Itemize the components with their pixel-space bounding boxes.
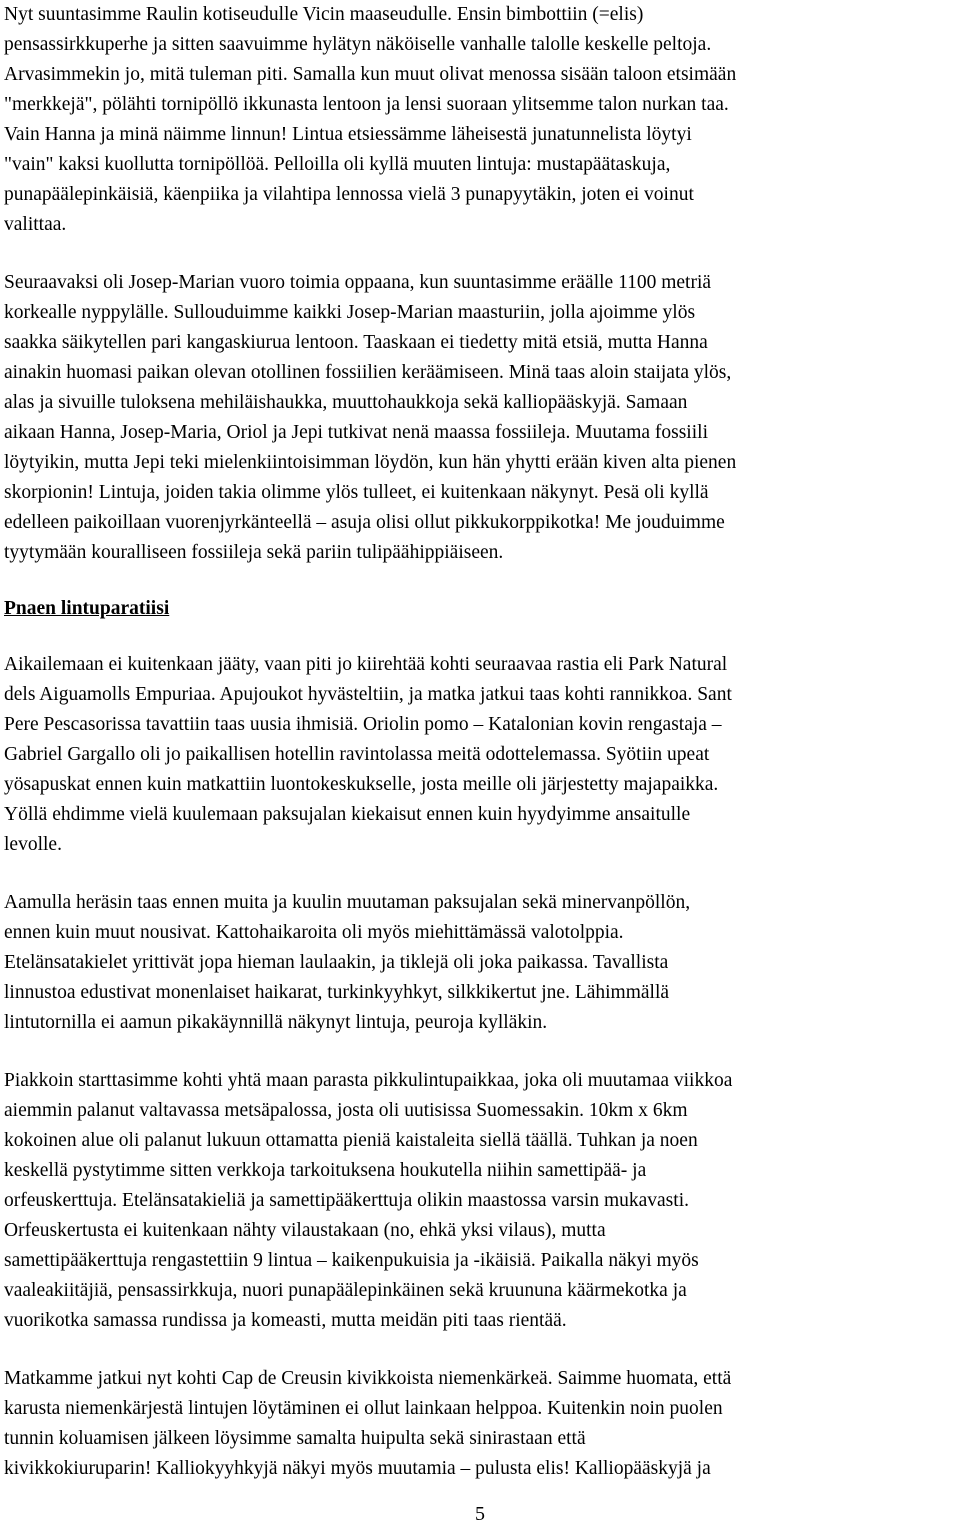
text-line: dels Aiguamolls Empuriaa. Apujoukot hyvästeltiin, ja matka jatkui taas kohti rannikkoa. Sant xyxy=(4,684,732,705)
paragraph-3 xyxy=(4,650,956,860)
document-page xyxy=(4,0,956,1484)
text-line: Yöllä ehdimme vielä kuulemaan paksujalan kiekaisut ennen kuin hyydyimme ansaitulle xyxy=(4,804,691,825)
text-line: punapäälepinkäisiä, käenpiika ja vilahtipa lennossa vielä 3 punapyytäkin, joten ei voinut xyxy=(4,184,694,205)
text-line: Arvasimmekin jo, mitä tuleman piti. Samalla kun muut olivat menossa sisään taloon etsimään xyxy=(4,64,737,85)
page-number: 5 xyxy=(475,1503,485,1525)
text-line: Aamulla heräsin taas ennen muita ja kuulin muutaman paksujalan sekä minervanpöllön, xyxy=(4,892,691,913)
text-line: "vain" kaksi kuollutta tornipöllöä. Pelloilla oli kyllä muuten lintuja: mustapäätaskuja, xyxy=(4,154,671,175)
text-line: alas ja sivuille tuloksena mehiläishaukka, muuttohaukkoja sekä kalliopääskyjä. Samaan xyxy=(4,392,688,413)
text-line: orfeuskerttuja. Etelänsatakieliä ja samettipääkerttuja olikin maastossa varsin mukavasti. xyxy=(4,1190,689,1211)
text-line: Piakkoin starttasimme kohti yhtä maan parasta pikkulintupaikkaa, joka oli muutamaa viikkoa xyxy=(4,1070,733,1091)
text-line: tyytymään kouralliseen fossiileja sekä pariin tulipäähippiäiseen. xyxy=(4,542,504,563)
text-line: Pere Pescasorissa tavattiin taas uusia ihmisiä. Oriolin pomo – Katalonian kovin rengastaja – xyxy=(4,714,722,735)
text-line: Orfeuskertusta ei kuitenkaan nähty vilaustakaan (no, ehkä yksi vilaus), mutta xyxy=(4,1220,606,1241)
text-line: "merkkejä", pölähti tornipöllö ikkunasta lentoon ja lensi suoraan ylitsemme talon nurkan taa. xyxy=(4,94,729,115)
text-line: korkealle nyppylälle. Sullouduimme kaikki Josep-Marian maasturiin, jolla ajoimme ylös xyxy=(4,302,696,323)
text-line: Nyt suuntasimme Raulin kotiseudulle Vicin maaseudulle. Ensin bimbottiin (=elis) xyxy=(4,4,644,25)
text-line: kivikkokiuruparin! Kalliokyyhkyjä näkyi myös muutamia – pulusta elis! Kalliopääskyjä ja xyxy=(4,1458,711,1479)
text-line: keskellä pystytimme sitten verkkoja tarkoituksena houkutella niihin samettipää- ja xyxy=(4,1160,647,1181)
text-line: pensassirkkuperhe ja sitten saavuimme hylätyn näköiselle vanhalle talolle keskelle peltoja. xyxy=(4,34,712,55)
text-line: lintutornilla ei aamun pikakäynnillä näkynyt lintuja, peuroja kylläkin. xyxy=(4,1012,548,1033)
section-heading: Pnaen lintuparatiisi xyxy=(4,598,170,619)
section-heading-wrap xyxy=(4,594,956,624)
paragraph-5 xyxy=(4,1066,956,1336)
paragraph-1 xyxy=(4,0,956,240)
text-line: valittaa. xyxy=(4,214,67,235)
text-line: ennen kuin muut nousivat. Kattohaikaroita oli myös miehittämässä valotolppia. xyxy=(4,922,624,943)
text-line: vuorikotka samassa rundissa ja komeasti, mutta meidän piti taas rientää. xyxy=(4,1310,567,1331)
text-line: samettipääkerttuja rengastettiin 9 lintua – kaikenpukuisia ja -ikäisiä. Paikalla näkyi myös xyxy=(4,1250,699,1271)
text-line: edelleen paikoillaan vuorenjyrkänteellä – asuja olisi ollut pikkukorppikotka! Me jouduimme xyxy=(4,512,725,533)
text-line: vaaleakiitäjiä, pensassirkkuja, nuori punapäälepinkäinen sekä kruununa käärmekotka ja xyxy=(4,1280,687,1301)
paragraph-4 xyxy=(4,888,956,1038)
text-line: karusta niemenkärjestä lintujen löytäminen ei ollut lainkaan helppoa. Kuitenkin noin puolen xyxy=(4,1398,723,1419)
text-line: tunnin koluamisen jälkeen löysimme samalta huipulta sekä sinirastaan että xyxy=(4,1428,586,1449)
text-line: yösapuskat ennen kuin matkattiin luontokeskukselle, josta meille oli järjestetty majapaikka. xyxy=(4,774,719,795)
text-line: Gabriel Gargallo oli jo paikallisen hotellin ravintolassa meitä odottelemassa. Syötiin upeat xyxy=(4,744,710,765)
text-line: ainakin huomasi paikan olevan otollinen fossiilien keräämiseen. Minä taas aloin staijata ylös, xyxy=(4,362,732,383)
text-line: Seuraavaksi oli Josep-Marian vuoro toimia oppaana, kun suuntasimme eräälle 1100 metriä xyxy=(4,272,712,293)
text-line: kokoinen alue oli palanut lukuun ottamatta pieniä kaistaleita siellä täällä. Tuhkan ja noen xyxy=(4,1130,698,1151)
text-line: saakka säikytellen pari kangaskiurua lentoon. Taaskaan ei tiedetty mitä etsiä, mutta Hanna xyxy=(4,332,708,353)
paragraph-6 xyxy=(4,1364,956,1484)
text-line: skorpionin! Lintuja, joiden takia olimme ylös tulleet, ei kuitenkaan näkynyt. Pesä oli kyllä xyxy=(4,482,709,503)
text-line: Aikailemaan ei kuitenkaan jääty, vaan piti jo kiirehtää kohti seuraavaa rastia eli Park Natural xyxy=(4,654,728,675)
text-line: aikaan Hanna, Josep-Maria, Oriol ja Jepi tutkivat nenä maassa fossiileja. Muutama fossiili xyxy=(4,422,708,443)
paragraph-2 xyxy=(4,268,956,568)
text-line: löytyikin, mutta Jepi teki mielenkiintoisimman löydön, kun hän yhytti erään kiven alta pienen xyxy=(4,452,737,473)
text-line: linnustoa edustivat monenlaiset haikarat, turkinkyyhkyt, silkkikertut jne. Lähimmällä xyxy=(4,982,670,1003)
text-line: Vain Hanna ja minä näimme linnun! Lintua etsiessämme läheisestä junatunnelista löytyi xyxy=(4,124,692,145)
text-line: Matkamme jatkui nyt kohti Cap de Creusin kivikkoista niemenkärkeä. Saimme huomata, että xyxy=(4,1368,732,1389)
text-line: levolle. xyxy=(4,834,62,855)
text-line: Etelänsatakielet yrittivät jopa hieman laulaakin, ja tiklejä oli joka paikassa. Tavallista xyxy=(4,952,669,973)
text-line: aiemmin palanut valtavassa metsäpalossa, josta oli uutisissa Suomessakin. 10km x 6km xyxy=(4,1100,688,1121)
